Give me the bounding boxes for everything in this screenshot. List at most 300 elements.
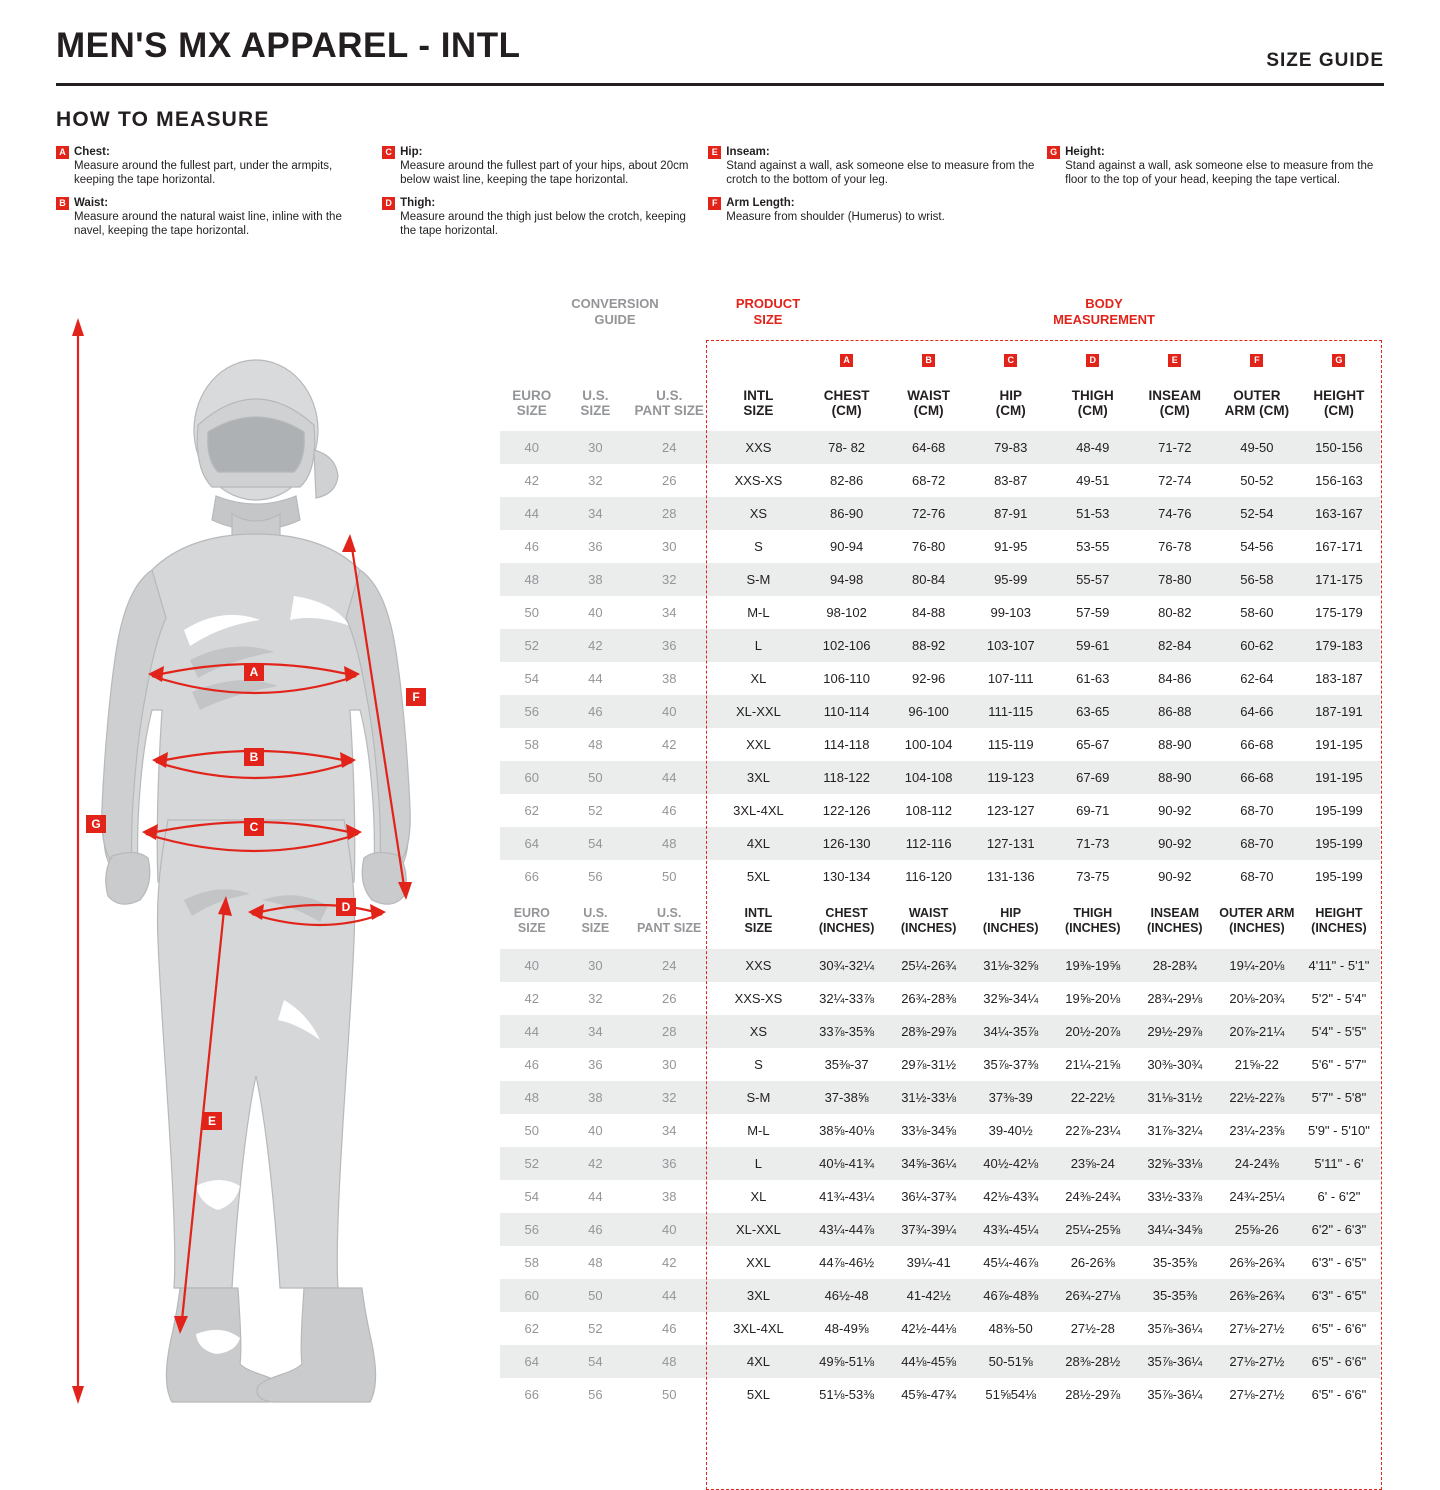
- cell-5: 100-104: [904, 737, 953, 752]
- letter-row-spacer: [564, 342, 628, 375]
- cell-10: 6'5" - 6'6": [1311, 1354, 1367, 1369]
- figure-label-a: A: [244, 663, 264, 681]
- cell-7: 51-53: [1076, 506, 1110, 521]
- cell-7: 24⅜-24¾: [1065, 1189, 1121, 1204]
- cell-7: 69-71: [1076, 803, 1110, 818]
- cell-9: 23¼-23⅝: [1229, 1123, 1285, 1138]
- cell-1: 46: [588, 1222, 603, 1237]
- cell-3: XL: [750, 1189, 767, 1204]
- cell-8: 29½-29⅞: [1147, 1024, 1203, 1039]
- cell-4: 126-130: [822, 836, 871, 851]
- column-header-intl: INTL SIZE: [744, 906, 773, 935]
- cell-7: 22-22½: [1070, 1090, 1115, 1105]
- cell-4: 33⅞-35⅜: [819, 1024, 875, 1039]
- measure-term-arm-length: Arm Length:: [726, 197, 795, 209]
- cell-3: 5XL: [746, 1387, 770, 1402]
- cell-3: L: [754, 1156, 763, 1171]
- figure-label-c: C: [244, 818, 264, 836]
- cell-0: 40: [524, 440, 540, 455]
- letter-badge-e-icon: E: [708, 146, 721, 159]
- table-row: [500, 949, 1380, 982]
- cell-2: 44: [661, 1288, 677, 1303]
- table-row: [500, 1246, 1380, 1279]
- cell-9: 24¾-25¼: [1229, 1189, 1285, 1204]
- cell-10: 5'2" - 5'4": [1311, 991, 1367, 1006]
- cell-1: 46: [588, 704, 603, 719]
- cell-3: XS: [749, 1024, 768, 1039]
- cell-4: 48-49⅝: [824, 1321, 869, 1336]
- table-row: [500, 1213, 1380, 1246]
- cell-2: 26: [661, 991, 677, 1006]
- cell-0: 52: [524, 1156, 540, 1171]
- measure-column-3: [708, 145, 1047, 247]
- cell-4: 35⅜-37: [824, 1057, 869, 1072]
- cell-6: 39-40½: [988, 1123, 1033, 1138]
- cell-7: 71-73: [1076, 836, 1110, 851]
- cell-8: 31⅞-32¼: [1147, 1123, 1203, 1138]
- figure-label-b: B: [244, 748, 264, 766]
- figure-label-e: E: [202, 1112, 222, 1130]
- cell-6: 103-107: [986, 638, 1035, 653]
- cell-5: 72-76: [912, 506, 946, 521]
- cell-0: 56: [524, 1222, 540, 1237]
- cell-5: 36¼-37¾: [901, 1189, 957, 1204]
- cell-3: 3XL-4XL: [733, 1321, 784, 1336]
- cell-2: 24: [661, 958, 677, 973]
- column-header-inseam: INSEAM (CM): [1148, 388, 1202, 418]
- cell-5: 42½-44⅛: [901, 1321, 957, 1336]
- cell-2: 26: [661, 473, 677, 488]
- cell-4: 102-106: [822, 638, 871, 653]
- cell-5: 116-120: [905, 869, 953, 884]
- table-row: [500, 1048, 1380, 1081]
- letter-badge-g-icon: G: [1047, 146, 1060, 159]
- cell-1: 44: [588, 1189, 603, 1204]
- table-row: [500, 530, 1380, 563]
- cell-0: 46: [524, 539, 540, 554]
- measure-desc-inseam: Stand against a wall, ask someone else to measure from the crotch to the bottom of your leg.: [726, 160, 1035, 186]
- column-header-u-s-: U.S. SIZE: [581, 906, 610, 935]
- cell-2: 48: [661, 836, 677, 851]
- cell-6: 83-87: [994, 473, 1028, 488]
- cell-2: 32: [661, 572, 677, 587]
- cell-4: 114-118: [823, 737, 870, 752]
- cell-4: 44⅞-46½: [819, 1255, 875, 1270]
- cell-6: 123-127: [986, 803, 1035, 818]
- cell-3: XXS: [745, 958, 772, 973]
- cell-0: 62: [524, 803, 540, 818]
- cell-7: 48-49: [1076, 440, 1110, 455]
- column-header-hip: HIP (CM): [995, 388, 1026, 418]
- cell-2: 38: [661, 1189, 677, 1204]
- cell-8: 32⅝-33⅛: [1147, 1156, 1203, 1171]
- column-header-waist: WAIST (CM): [907, 388, 951, 418]
- measure-column-2: [382, 145, 708, 247]
- cell-1: 48: [588, 1255, 603, 1270]
- cell-0: 60: [524, 1288, 540, 1303]
- cell-4: 40⅛-41¾: [819, 1156, 875, 1171]
- measure-term-chest: Chest:: [74, 146, 110, 158]
- group-header-conversion-line2: GUIDE: [594, 312, 636, 327]
- table-row: [500, 1147, 1380, 1180]
- column-header-u-s-: U.S. PANT SIZE: [637, 906, 702, 935]
- cell-7: 26¾-27⅛: [1065, 1288, 1121, 1303]
- cell-4: 106-110: [823, 671, 870, 686]
- group-header-body-line2: MEASUREMENT: [1053, 312, 1155, 327]
- cell-10: 5'7" - 5'8": [1311, 1090, 1367, 1105]
- cell-1: 40: [588, 1123, 603, 1138]
- cell-8: 72-74: [1158, 473, 1192, 488]
- group-header-body-measurement: [830, 296, 1378, 328]
- cell-5: 108-112: [905, 803, 953, 818]
- measure-item-hip: [382, 145, 696, 187]
- measure-desc-height: Stand against a wall, ask someone else to measure from the floor to the top of your head, keeping the tape vertical.: [1065, 160, 1374, 186]
- cell-5: 84-88: [912, 605, 946, 620]
- cell-3: XL: [750, 671, 767, 686]
- cell-1: 32: [588, 991, 603, 1006]
- cell-10: 171-175: [1315, 572, 1363, 587]
- cell-0: 54: [524, 671, 540, 686]
- cell-2: 28: [661, 506, 677, 521]
- measure-term-height: Height:: [1065, 146, 1105, 158]
- cell-8: 35-35⅜: [1152, 1255, 1197, 1270]
- cell-5: 88-92: [912, 638, 946, 653]
- table-row: [500, 695, 1380, 728]
- cell-2: 48: [661, 1354, 677, 1369]
- cell-6: 46⅞-48⅜: [983, 1288, 1039, 1303]
- cell-0: 42: [524, 991, 540, 1006]
- cell-3: XXS: [745, 440, 772, 455]
- cell-9: 66-68: [1240, 770, 1274, 785]
- cell-10: 6'5" - 6'6": [1311, 1387, 1367, 1402]
- group-header-product-line2: SIZE: [753, 312, 783, 327]
- cell-3: XXL: [746, 737, 771, 752]
- table-row: [500, 982, 1380, 1015]
- cell-10: 5'4" - 5'5": [1311, 1024, 1367, 1039]
- cell-6: 45¼-46⅞: [983, 1255, 1039, 1270]
- letter-badge-b-icon: B: [56, 197, 69, 210]
- cell-7: 67-69: [1076, 770, 1110, 785]
- column-header-outer: OUTER ARM (CM): [1224, 388, 1290, 418]
- cell-6: 40½-42⅛: [983, 1156, 1039, 1171]
- cell-9: 19¼-20⅛: [1229, 958, 1285, 973]
- cell-0: 44: [524, 1024, 540, 1039]
- cell-5: 37¾-39¼: [901, 1222, 957, 1237]
- cell-6: 34¼-35⅞: [983, 1024, 1039, 1039]
- cell-9: 54-56: [1240, 539, 1274, 554]
- column-header-hip: HIP (INCHES): [982, 906, 1039, 935]
- cell-5: 44⅛-45⅝: [901, 1354, 957, 1369]
- cell-7: 59-61: [1076, 638, 1110, 653]
- table-row: [500, 629, 1380, 662]
- cell-1: 30: [588, 958, 603, 973]
- letter-row-spacer: [500, 342, 564, 375]
- cell-4: 46½-48: [824, 1288, 869, 1303]
- table-row: [500, 1180, 1380, 1213]
- cell-9: 49-50: [1240, 440, 1274, 455]
- measure-item-height: [1047, 145, 1374, 187]
- column-header-height: HEIGHT (CM): [1313, 388, 1365, 418]
- cell-5: 33⅛-34⅝: [901, 1123, 957, 1138]
- cell-5: 28⅜-29⅞: [901, 1024, 957, 1039]
- cell-10: 187-191: [1315, 704, 1363, 719]
- cell-2: 32: [661, 1090, 677, 1105]
- cell-5: 68-72: [912, 473, 946, 488]
- cell-9: 58-60: [1240, 605, 1274, 620]
- measure-text-hip: [400, 145, 696, 187]
- measure-text-waist: [74, 196, 370, 238]
- cell-3: M-L: [747, 1123, 770, 1138]
- cell-6: 42⅛-43¾: [983, 1189, 1039, 1204]
- cell-2: 34: [661, 605, 677, 620]
- letter-row-spacer: [627, 342, 711, 375]
- letter-badge-f-icon: F: [708, 197, 721, 210]
- measure-text-thigh: [400, 196, 696, 238]
- cell-10: 156-163: [1315, 473, 1363, 488]
- cell-1: 50: [588, 1288, 603, 1303]
- size-table: [500, 342, 1380, 1411]
- cell-7: 28⅜-28½: [1065, 1354, 1121, 1369]
- size-guide-label-box: [1266, 50, 1384, 72]
- rider-illustration: [56, 300, 486, 1420]
- cell-9: 22½-22⅞: [1229, 1090, 1285, 1105]
- cell-0: 64: [524, 1354, 540, 1369]
- table-row: [500, 1114, 1380, 1147]
- measure-text-inseam: [726, 145, 1035, 187]
- letter-row-spacer: [711, 342, 805, 375]
- cell-6: 79-83: [994, 440, 1028, 455]
- cell-6: 111-115: [988, 704, 1034, 719]
- cell-8: 84-86: [1158, 671, 1192, 686]
- cell-4: 86-90: [829, 506, 864, 521]
- letter-badge-b-icon: B: [888, 342, 970, 375]
- cell-5: 64-68: [912, 440, 946, 455]
- cell-6: 51⅝54⅛: [985, 1387, 1037, 1402]
- table-row: [500, 761, 1380, 794]
- cell-10: 163-167: [1315, 506, 1363, 521]
- cell-5: 104-108: [904, 770, 953, 785]
- figure-label-g: G: [86, 815, 106, 833]
- cell-8: 74-76: [1158, 506, 1192, 521]
- cell-8: 35⅞-36¼: [1147, 1387, 1203, 1402]
- cell-8: 35⅞-36¼: [1147, 1321, 1203, 1336]
- letter-badge-c-icon: C: [970, 342, 1052, 375]
- table-row: [500, 1015, 1380, 1048]
- measure-desc-chest: Measure around the fullest part, under the armpits, keeping the tape horizontal.: [74, 160, 333, 186]
- cell-7: 57-59: [1076, 605, 1110, 620]
- cell-9: 68-70: [1240, 803, 1274, 818]
- cell-1: 38: [588, 1090, 603, 1105]
- cell-3: 4XL: [746, 1354, 770, 1369]
- cell-0: 66: [524, 869, 540, 884]
- cell-2: 30: [661, 539, 677, 554]
- cell-4: 118-122: [823, 770, 870, 785]
- cell-0: 64: [524, 836, 540, 851]
- measure-column-1: [56, 145, 382, 247]
- cell-5: 31½-33⅛: [901, 1090, 957, 1105]
- cell-4: 49⅝-51⅛: [819, 1354, 875, 1369]
- cell-3: 4XL: [746, 836, 770, 851]
- cell-7: 27½-28: [1070, 1321, 1115, 1336]
- cell-4: 38⅝-40⅛: [819, 1123, 875, 1138]
- measure-desc-arm-length: Measure from shoulder (Humerus) to wrist.: [726, 211, 945, 223]
- column-header-thigh: THIGH (CM): [1071, 388, 1114, 418]
- column-header-height: HEIGHT (INCHES): [1311, 906, 1367, 935]
- cell-5: 41-42½: [906, 1288, 951, 1303]
- cell-4: 51⅛-53⅜: [819, 1387, 875, 1402]
- table-row: [500, 662, 1380, 695]
- cell-0: 50: [524, 1123, 540, 1138]
- letter-badge-e-icon: E: [1134, 342, 1216, 375]
- cell-2: 42: [661, 737, 677, 752]
- cell-2: 34: [661, 1123, 677, 1138]
- figure-label-d: D: [336, 898, 356, 916]
- cell-9: 25⅝-26: [1234, 1222, 1279, 1237]
- cell-9: 26⅜-26¾: [1229, 1255, 1285, 1270]
- table-header-row-cm: [500, 375, 1380, 431]
- cell-10: 175-179: [1315, 605, 1363, 620]
- cell-9: 64-66: [1240, 704, 1274, 719]
- cell-8: 90-92: [1158, 836, 1192, 851]
- column-header-euro: EURO SIZE: [513, 906, 550, 935]
- cell-10: 4'11" - 5'1": [1308, 958, 1370, 973]
- measure-item-waist: [56, 196, 370, 238]
- letter-badge-d-icon: D: [1052, 342, 1134, 375]
- cell-10: 179-183: [1315, 638, 1363, 653]
- cell-10: 195-199: [1315, 869, 1363, 884]
- cell-2: 28: [661, 1024, 677, 1039]
- cell-3: XXS-XS: [734, 473, 783, 488]
- cell-3: M-L: [747, 605, 770, 620]
- cell-8: 35⅞-36¼: [1147, 1354, 1203, 1369]
- cell-5: 39¼-41: [906, 1255, 951, 1270]
- letter-badge-row: [500, 342, 1380, 375]
- cell-8: 30⅜-30¾: [1147, 1057, 1203, 1072]
- cell-0: 60: [524, 770, 540, 785]
- cell-6: 48⅜-50: [988, 1321, 1033, 1336]
- cell-0: 48: [524, 572, 540, 587]
- cell-3: XXL: [746, 1255, 771, 1270]
- column-header-chest: CHEST (CM): [823, 388, 870, 418]
- cell-4: 30¾-32¼: [819, 958, 875, 973]
- cell-3: 3XL: [746, 770, 770, 785]
- cell-4: 122-126: [822, 803, 871, 818]
- cell-4: 110-114: [823, 704, 870, 719]
- table-row: [500, 464, 1380, 497]
- cell-5: 26¾-28⅜: [901, 991, 957, 1006]
- cell-7: 63-65: [1076, 704, 1110, 719]
- cell-6: 50-51⅝: [988, 1354, 1033, 1369]
- how-to-measure-list: [56, 145, 1386, 247]
- letter-badge-d-icon: D: [382, 197, 395, 210]
- cell-10: 5'6" - 5'7": [1311, 1057, 1367, 1072]
- cell-8: 80-82: [1158, 605, 1192, 620]
- group-header-body-line1: BODY: [1085, 296, 1123, 311]
- cell-5: 25¼-26¾: [901, 958, 957, 973]
- cell-7: 19⅜-19⅝: [1065, 958, 1121, 973]
- cell-9: 62-64: [1240, 671, 1274, 686]
- how-to-measure-title: HOW TO MEASURE: [56, 108, 270, 131]
- cell-6: 115-119: [987, 737, 1034, 752]
- table-row: [500, 497, 1380, 530]
- cell-8: 76-78: [1158, 539, 1192, 554]
- cell-2: 50: [661, 869, 677, 884]
- cell-0: 66: [524, 1387, 540, 1402]
- measure-text-height: [1065, 145, 1374, 187]
- cell-10: 195-199: [1315, 836, 1363, 851]
- cell-10: 183-187: [1315, 671, 1363, 686]
- cell-1: 54: [588, 1354, 603, 1369]
- cell-9: 26⅜-26¾: [1229, 1288, 1285, 1303]
- cell-3: 3XL-4XL: [733, 803, 784, 818]
- cell-4: 41¾-43¼: [819, 1189, 875, 1204]
- column-header-chest: CHEST (INCHES): [818, 906, 875, 935]
- cell-8: 33½-33⅞: [1147, 1189, 1203, 1204]
- cell-1: 50: [588, 770, 603, 785]
- cell-8: 88-90: [1158, 737, 1192, 752]
- cell-7: 26-26⅜: [1070, 1255, 1115, 1270]
- cell-4: 78- 82: [828, 440, 866, 455]
- page-header: [56, 26, 1384, 86]
- column-header-inseam: INSEAM (INCHES): [1147, 906, 1203, 935]
- cell-10: 6' - 6'2": [1317, 1189, 1361, 1204]
- table-row: [500, 1081, 1380, 1114]
- cell-7: 73-75: [1076, 869, 1110, 884]
- cell-0: 58: [524, 737, 540, 752]
- table-row: [500, 1279, 1380, 1312]
- cell-0: 58: [524, 1255, 540, 1270]
- cell-0: 42: [524, 473, 540, 488]
- cell-4: 43¼-44⅞: [819, 1222, 875, 1237]
- measure-term-hip: Hip:: [400, 146, 423, 158]
- column-header-waist: WAIST (INCHES): [900, 906, 957, 935]
- cell-1: 56: [588, 1387, 603, 1402]
- cell-5: 29⅞-31½: [901, 1057, 957, 1072]
- cell-8: 82-84: [1158, 638, 1192, 653]
- measure-text-chest: [74, 145, 370, 187]
- measure-text-arm-length: [726, 196, 945, 224]
- cell-6: 37⅜-39: [988, 1090, 1033, 1105]
- cell-0: 52: [524, 638, 540, 653]
- table-row: [500, 431, 1380, 464]
- cell-1: 36: [588, 1057, 603, 1072]
- cell-7: 23⅝-24: [1070, 1156, 1115, 1171]
- cell-0: 40: [524, 958, 540, 973]
- cell-8: 28-28¾: [1152, 958, 1197, 973]
- cell-1: 54: [588, 836, 603, 851]
- cell-9: 52-54: [1240, 506, 1274, 521]
- cell-0: 48: [524, 1090, 540, 1105]
- column-header-intl: INTL SIZE: [743, 388, 774, 418]
- cell-2: 50: [661, 1387, 677, 1402]
- column-header-u-s-: U.S. SIZE: [580, 388, 611, 418]
- cell-9: 50-52: [1240, 473, 1274, 488]
- cell-6: 107-111: [987, 671, 1034, 686]
- cell-2: 46: [661, 1321, 677, 1336]
- cell-4: 130-134: [822, 869, 871, 884]
- cell-3: 5XL: [746, 869, 770, 884]
- letter-badge-a-icon: A: [806, 342, 888, 375]
- cell-1: 34: [588, 1024, 603, 1039]
- cell-4: 32¼-33⅞: [819, 991, 875, 1006]
- cell-7: 21¼-21⅝: [1065, 1057, 1121, 1072]
- cell-7: 61-63: [1076, 671, 1110, 686]
- column-header-thigh: THIGH (INCHES): [1064, 906, 1121, 935]
- header-divider: [56, 83, 1384, 86]
- cell-0: 50: [524, 605, 540, 620]
- table-row: [500, 794, 1380, 827]
- cell-7: 22⅞-23¼: [1065, 1123, 1121, 1138]
